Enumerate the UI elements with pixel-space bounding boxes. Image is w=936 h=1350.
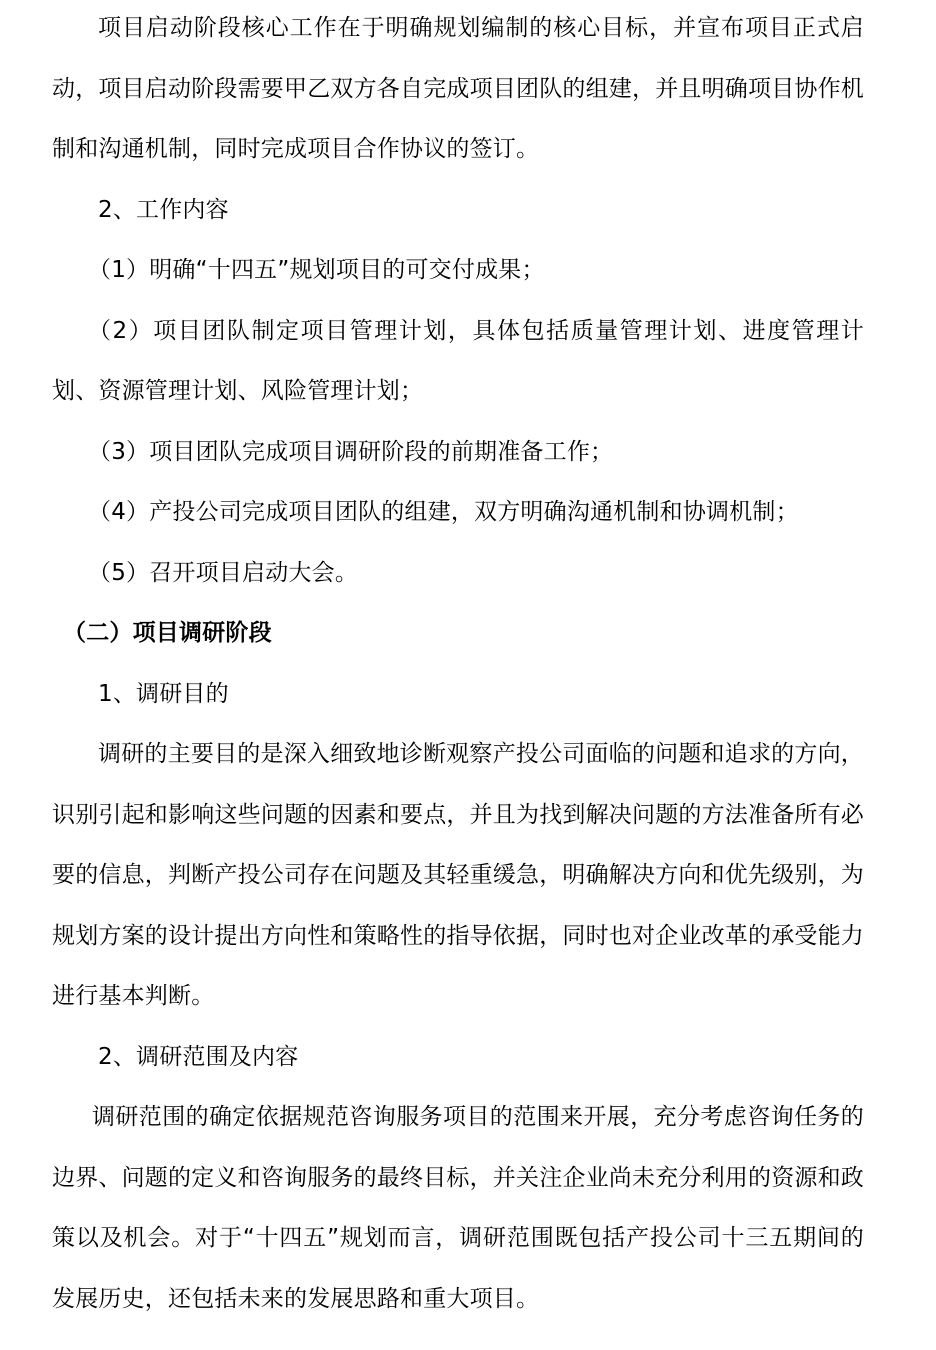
list-item-5: （5）召开项目启动大会。 <box>88 559 359 586</box>
document-page <box>52 0 864 1329</box>
paragraph-start-goal: 项目启动阶段核心工作在于明确规划编制的核心目标，并宣布项目正式启动，项目启动阶段需要甲乙双方各自完成项目团队的组建，并且明确项目协作机制和沟通机制，同时完成项目合作协议的签订。 <box>52 15 864 162</box>
heading-research-goal: 1、调研目的 <box>98 680 229 707</box>
paragraph-research-scope: 调研范围的确定依据规范咨询服务项目的范围来开展，充分考虑咨询任务的边界、问题的定义和咨询服务的最终目标，并关注企业尚未充分利用的资源和政策以及机会。对于“十四五”规划而言，调研范围既包括产投公司十三五期间的发展历史，还包括未来的发展思路和重大项目。 <box>52 1104 864 1312</box>
paragraph-research-goal: 调研的主要目的是深入细致地诊断观察产投公司面临的问题和追求的方向，识别引起和影响这些问题的因素和要点，并且为找到解决问题的方法准备所有必要的信息，判断产投公司存在问题及其轻重缓急，明确解决方向和优先级别，为规划方案的设计提出方向性和策略性的指导依据，同时也对企业改革的承受能力进行基本判断。 <box>52 741 864 1009</box>
section-heading-research: （二）项目调研阶段 <box>63 620 272 646</box>
list-item-3: （3）项目团队完成项目调研阶段的前期准备工作； <box>88 438 614 465</box>
heading-research-scope: 2、调研范围及内容 <box>98 1043 299 1070</box>
list-item-2: （2）项目团队制定项目管理计划，具体包括质量管理计划、进度管理计划、资源管理计划、风险管理计划； <box>52 317 864 404</box>
heading-work-content: 2、工作内容 <box>98 196 229 223</box>
list-item-4: （4）产投公司完成项目团队的组建，双方明确沟通机制和协调机制； <box>88 499 799 525</box>
list-item-1: （1）明确“十四五”规划项目的可交付成果； <box>88 257 545 283</box>
